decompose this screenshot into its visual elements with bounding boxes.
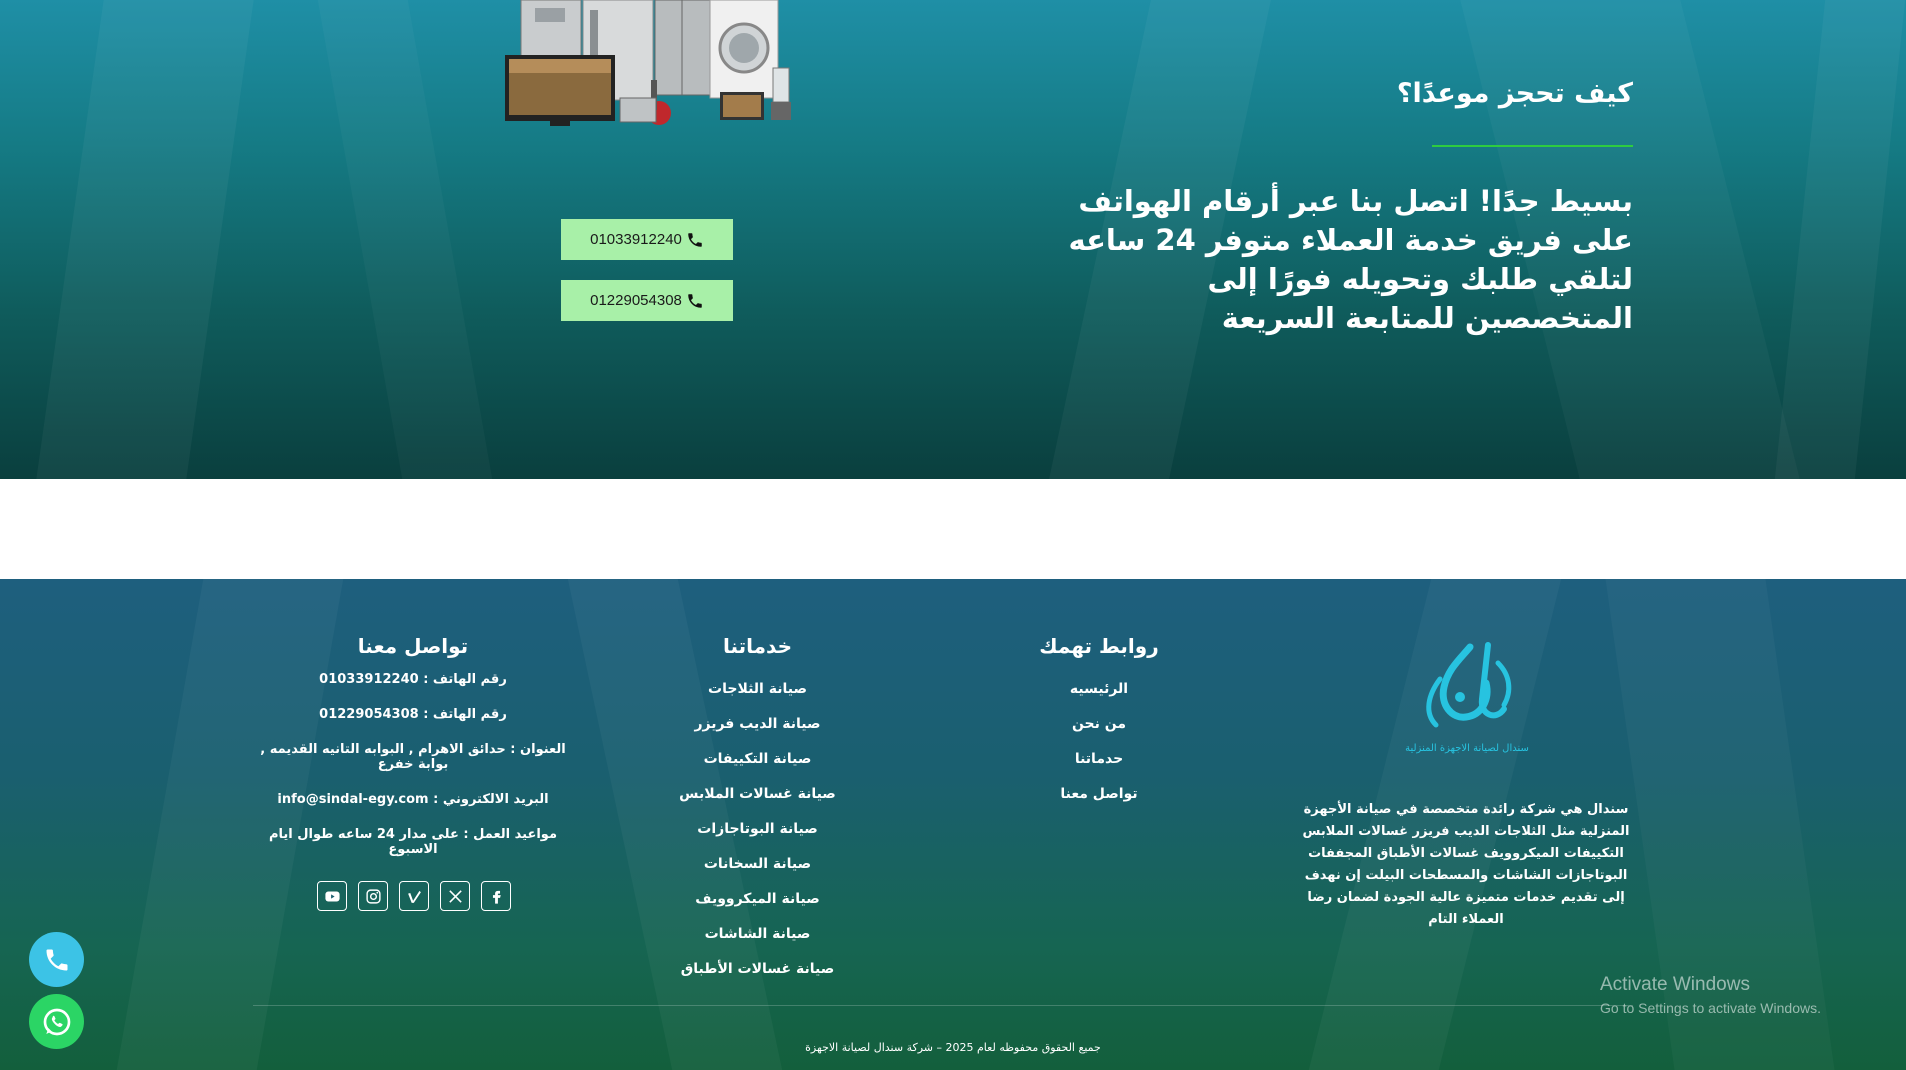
phone-icon (43, 946, 71, 974)
activate-title: Activate Windows (1600, 974, 1750, 995)
copyright: جميع الحقوق محفوظه لعام 2025 – شركة سندال لصيانة الاجهزة (805, 1041, 1101, 1054)
contact-address: العنوان : حدائق الاهرام , البوابه التانيه القديمه , بوابة خفرع (260, 742, 566, 772)
link-home[interactable]: الرئيسيه (1069, 681, 1129, 697)
links-title: روابط تهمك (1039, 634, 1159, 658)
youtube-icon[interactable] (317, 881, 347, 911)
service-link[interactable]: صيانة التكييفات (703, 751, 812, 767)
x-icon[interactable] (440, 881, 470, 911)
bg-stripe (1775, 0, 1905, 479)
booking-section (0, 0, 1906, 479)
service-link[interactable]: صيانة الديب فريزر (694, 716, 821, 732)
whatsapp-icon (41, 1006, 73, 1038)
footer-divider (253, 1005, 1633, 1006)
floating-call-button[interactable] (29, 932, 84, 987)
service-link[interactable]: صيانة السخانات (703, 856, 812, 872)
about-text: سندال هي شركة رائدة متخصصة في صيانة الأجهزة المنزلية مثل الثلاجات الديب فريزر غسالات الملابس التكييفات الميكروويف غسالات الأطباق المجففات البوتاجازات الشاشات والمسطحات البيلت إن نهدف إلى تقديم خدمات متميزة عالية الجودة لضمان رضا العملاء التام (1302, 802, 1630, 927)
bg-stripe (318, 0, 492, 479)
link-services[interactable]: حدماتنا (1074, 751, 1124, 767)
floating-whatsapp-button[interactable] (29, 994, 84, 1049)
contact-hours: مواعيد العمل : على مدار 24 ساعه طوال ايام الاسبوع (269, 827, 557, 857)
activate-subtitle: Go to Settings to activate Windows. (1600, 1000, 1821, 1016)
service-link[interactable]: صيانة غسالات الملابس (679, 786, 836, 802)
contact-column (253, 634, 573, 877)
services-column (650, 634, 865, 987)
service-link[interactable]: صيانة الثلاجات (708, 681, 807, 697)
booking-title: كيف تحجز موعدًا؟ (1396, 78, 1633, 109)
service-link[interactable]: صيانة الشاشات (704, 926, 811, 942)
contact-phone-2[interactable]: رقم الهاتف : 01229054308 (319, 707, 507, 722)
social-links (317, 881, 511, 911)
windows-activation-watermark (1600, 974, 1821, 1016)
sindal-logo[interactable] (1400, 639, 1535, 764)
phone-icon (686, 292, 704, 310)
instagram-icon[interactable] (358, 881, 388, 911)
phone-number-1: 01033912240 (590, 231, 682, 248)
service-link[interactable]: صيانة البوتاجازات (697, 821, 818, 837)
facebook-icon[interactable] (481, 881, 511, 911)
booking-description: بسيط جدًا! اتصل بنا عبر أرقام الهواتف على فريق خدمة العملاء متوفر 24 ساعه لتلقي طلبك وتحويله فورًا إلى المتخصصين للمتابعة السريعة (1068, 184, 1633, 335)
call-button-1[interactable] (561, 219, 733, 260)
vimeo-icon[interactable] (399, 881, 429, 911)
services-title: خدماتنا (722, 634, 793, 658)
phone-number-2: 01229054308 (590, 292, 682, 309)
site-footer (0, 579, 1906, 1070)
links-column (1019, 634, 1179, 812)
title-divider (1432, 145, 1633, 147)
logo-caption: سندال لصيانة الاجهزة المنزلية (1405, 743, 1529, 754)
link-contact[interactable]: تواصل معنا (1060, 786, 1138, 802)
phone-icon (686, 231, 704, 249)
link-about[interactable]: من نحن (1071, 716, 1127, 732)
appliances-image (505, 0, 795, 128)
contact-phone-1[interactable]: رقم الهاتف : 01033912240 (319, 672, 507, 687)
contact-title: تواصل معنا (357, 634, 469, 658)
service-link[interactable]: صيانة غسالات الأطباق (680, 961, 835, 977)
call-button-2[interactable] (561, 280, 733, 321)
contact-email[interactable]: البريد الالكتروني : info@sindal-egy.com (277, 792, 549, 807)
bg-stripe (36, 0, 253, 479)
service-link[interactable]: صيانة الميكروويف (695, 891, 820, 907)
